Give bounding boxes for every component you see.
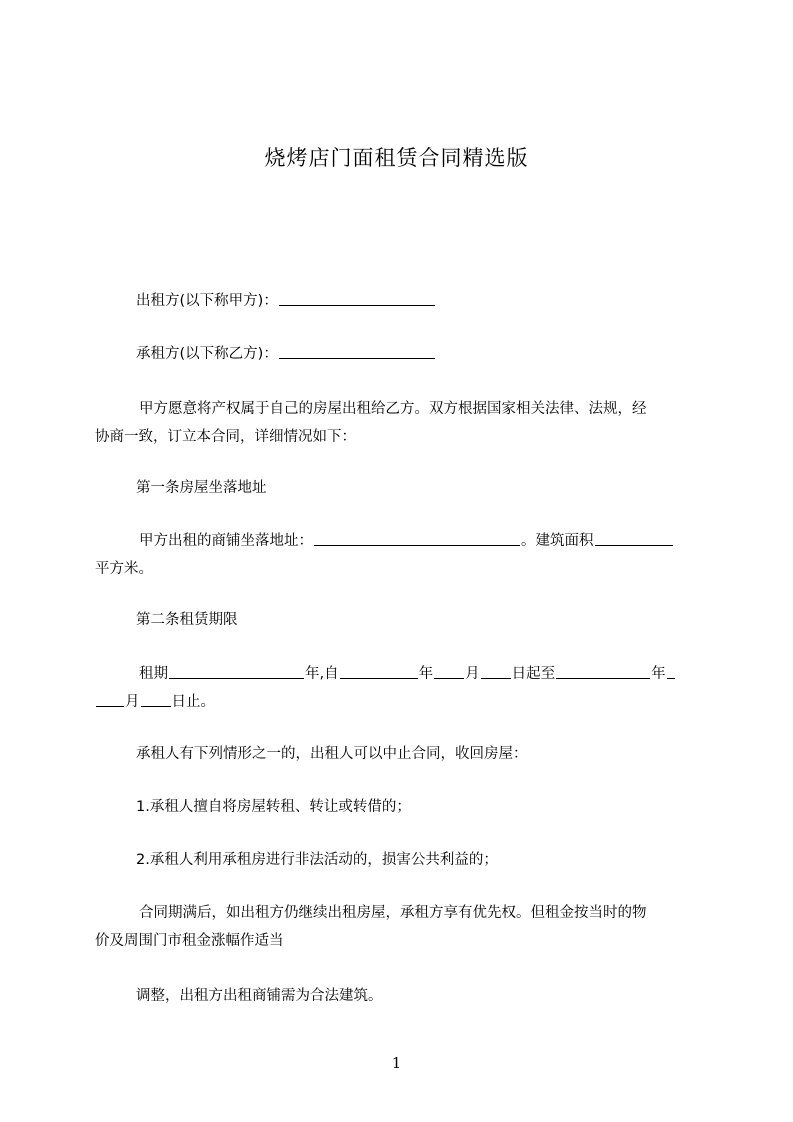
start-month-label: 月 <box>465 666 480 682</box>
start-year-label: 年 <box>418 666 434 682</box>
article2-term <box>95 660 707 716</box>
term-year-label: 年,自 <box>305 666 339 682</box>
area-label: 。建筑面积 <box>521 533 594 549</box>
lessor-label: 出租方(以下称甲方)： <box>136 293 278 309</box>
area-blank <box>595 530 673 546</box>
lessor-line <box>95 287 707 315</box>
document-title: 烧烤店门面租赁合同精选版 <box>264 146 529 170</box>
termination-intro: 承租人有下列情形之一的，出租人可以中止合同，收回房屋： <box>136 746 528 762</box>
renewal-line-1: 合同期满后，如出租方仍继续出租房屋，承租方享有优先权。但租金按当时的物 <box>139 905 647 921</box>
article1-heading-line <box>95 474 707 502</box>
intro-line-2: 协商一致，订立本合同，详细情况如下： <box>95 429 356 445</box>
article2-heading-line <box>95 606 707 634</box>
renewal-paragraph <box>95 899 707 955</box>
term-prefix: 租期 <box>139 666 168 682</box>
start-month-blank <box>434 663 464 679</box>
start-day-label: 日起至 <box>511 666 556 682</box>
address-label: 甲方出租的商铺坐落地址： <box>139 533 313 549</box>
address-blank <box>314 530 520 546</box>
start-year-blank <box>340 663 418 679</box>
lessee-line <box>95 340 707 368</box>
end-year-label: 年 <box>651 666 666 682</box>
intro-paragraph <box>95 395 707 451</box>
renewal-line-2: 价及周围门市租金涨幅作适当 <box>95 933 284 949</box>
renewal-line-3-row <box>95 982 707 1010</box>
termination-item-2: 2.承租人利用承租房进行非法活动的，损害公共利益的； <box>136 852 498 868</box>
end-month-blank <box>96 691 124 707</box>
end-day-blank <box>141 691 171 707</box>
end-day-label: 日止。 <box>171 694 215 710</box>
end-month-label: 月 <box>125 694 140 710</box>
article1-address <box>95 527 707 583</box>
article1-heading: 第一条房屋坐落地址 <box>136 480 267 496</box>
area-unit: 平方米。 <box>95 561 153 577</box>
page-number: 1 <box>391 1054 402 1072</box>
termination-item-1: 1.承租人擅自将房屋转租、转让或转借的； <box>136 799 411 815</box>
start-day-blank <box>481 663 511 679</box>
lessee-label: 承租方(以下称乙方)： <box>136 346 278 362</box>
end-year-blank <box>556 663 650 679</box>
lessee-blank <box>279 343 435 359</box>
article2-heading: 第二条租赁期限 <box>136 612 238 628</box>
lessor-blank <box>279 290 435 306</box>
renewal-line-3: 调整，出租方出租商铺需为合法建筑。 <box>136 988 383 1004</box>
intro-line-1: 甲方愿意将产权属于自己的房屋出租给乙方。双方根据国家相关法律、法规，经 <box>139 401 647 417</box>
term-blank <box>169 663 304 679</box>
termination-intro-line <box>95 740 707 768</box>
